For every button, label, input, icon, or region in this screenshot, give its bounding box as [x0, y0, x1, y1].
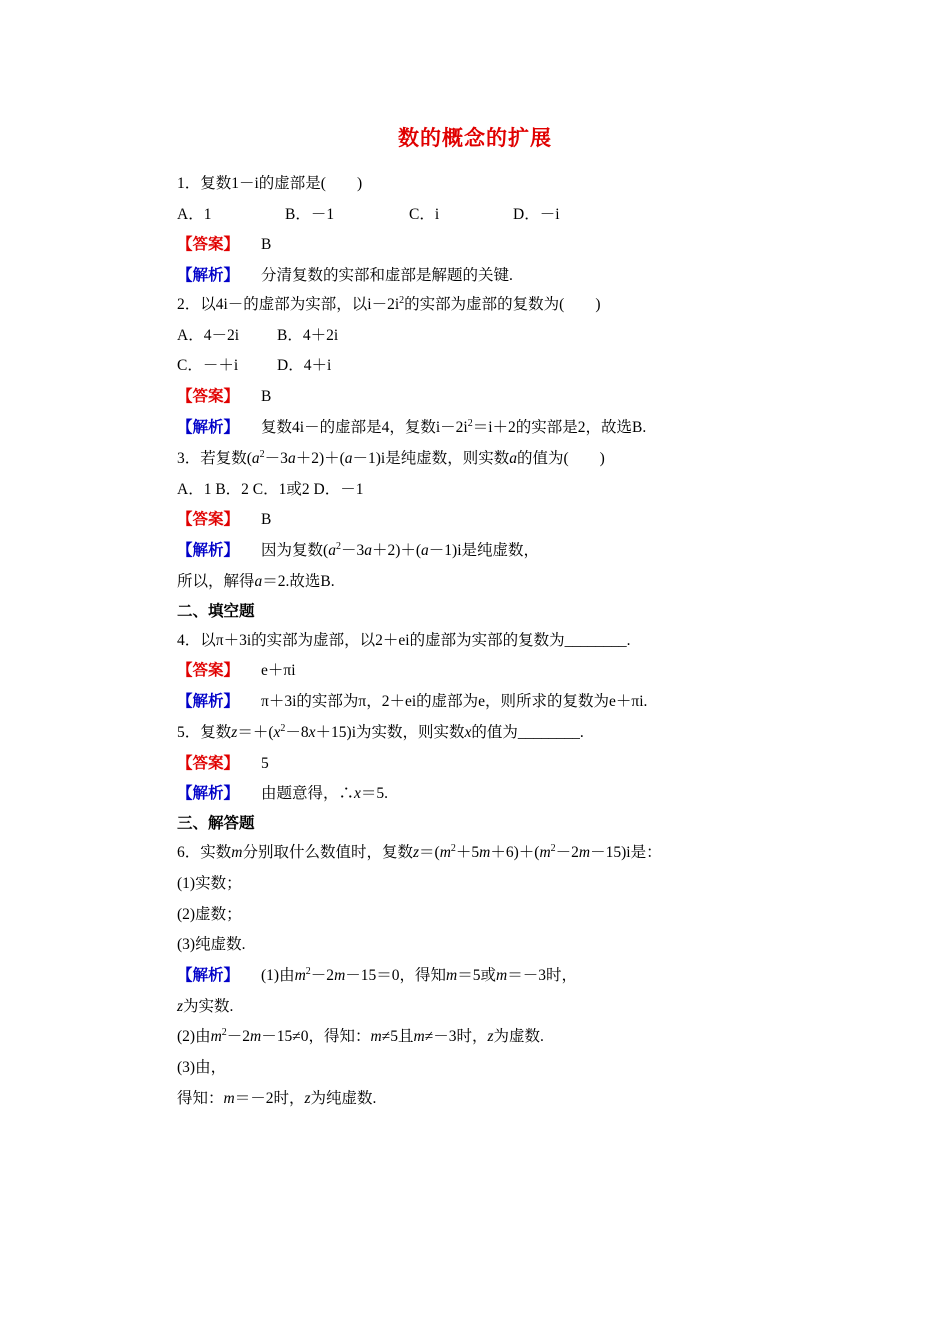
question-1-stem: 1．复数1－i的虚部是( ) [177, 175, 363, 192]
answer-value: B [261, 388, 272, 405]
question-6-part-2: (2)虚数； [177, 906, 242, 923]
answer-value: e＋πi [261, 662, 296, 679]
question-6-analysis-2: (2)由$m^2-2m-15\ne 0$，得知：m≠5且m≠－3时，z为虚数. [177, 1026, 544, 1045]
question-2-options-row1 [177, 326, 338, 346]
question-5-analysis: 【解析】 由题意得，∴x＝5. [177, 785, 389, 802]
option-b: B．4＋2i [277, 327, 339, 344]
answer-tag: 【答案】 [177, 511, 240, 528]
question-2-options-row2 [177, 356, 331, 376]
option-a: A．1 [177, 206, 212, 223]
question-1-answer [177, 235, 271, 255]
answer-tag: 【答案】 [177, 236, 240, 253]
question-6-stem: 6．实数m分别取什么数值时，复数$z=(m^2+5m+6)+(m^2-2m-15)i$是： [177, 842, 662, 861]
analysis-tag: 【解析】 [177, 693, 240, 710]
answer-value: B [261, 236, 272, 253]
section-heading-fill-blank: 二、填空题 [177, 603, 255, 620]
question-4-stem: 4．以π＋3i的实部为虚部，以2＋ei的虚部为实部的复数为________. [177, 632, 631, 649]
question-3-stem: 3．若复数$(a^2-3a+2)+(a-1)i$是纯虚数，则实数a的值为( ) [177, 448, 605, 467]
question-6-analysis-1: 【解析】 (1)由$m^2-2m-15=0$，得知m＝5或m＝－3时， [177, 965, 577, 984]
analysis-tag: 【解析】 [177, 267, 240, 284]
answer-tag: 【答案】 [177, 388, 240, 405]
analysis-tag: 【解析】 [177, 542, 240, 559]
question-2-answer [177, 387, 271, 407]
question-5-answer [177, 754, 269, 774]
option-b: B．－1 [285, 206, 335, 223]
page-title: 数的概念的扩展 [398, 126, 552, 150]
question-2-analysis: 【解析】 复数4i－的虚部是4，复数$i-2i^2=i+2$的实部是2，故选B. [177, 417, 647, 436]
question-1-analysis [177, 266, 513, 286]
section-heading-solve: 三、解答题 [177, 815, 255, 832]
question-4-analysis: 【解析】 π＋3i的实部为π，2＋ei的虚部为e，则所求的复数为e＋πi. [177, 693, 648, 710]
question-4-answer [177, 661, 296, 681]
answer-value: 5 [261, 755, 269, 772]
option-a: A．4－2i [177, 327, 240, 344]
analysis-text: 分清复数的实部和虚部是解题的关键. [261, 267, 513, 284]
analysis-tag: 【解析】 [177, 419, 240, 436]
option-d: D．4＋i [277, 357, 332, 374]
question-6-part-1: (1)实数； [177, 875, 242, 892]
analysis-tag: 【解析】 [177, 785, 240, 802]
option-c: C．－＋i [177, 357, 239, 374]
question-6-analysis-1-cont: z为实数. [177, 998, 234, 1015]
question-3-options: A．1 B．2 C．1或2 D．－1 [177, 481, 364, 498]
question-2-stem: 2．以4i－的虚部为实部，以$i-2i^2$的实部为虚部的复数为( ) [177, 294, 601, 313]
question-6-part-3: (3)纯虚数. [177, 936, 246, 953]
analysis-tag: 【解析】 [177, 967, 240, 984]
question-3-analysis: 【解析】 因为复数$(a^2-3a+2)+(a-1)i$是纯虚数， [177, 540, 539, 559]
question-3-answer [177, 510, 271, 530]
option-d: D．－i [513, 206, 560, 223]
answer-tag: 【答案】 [177, 662, 240, 679]
question-6-analysis-3-cont: 得知：m＝－2时，z为纯虚数. [177, 1090, 377, 1107]
question-6-analysis-3: (3)由， [177, 1059, 227, 1076]
question-1-options [177, 205, 560, 225]
question-3-conclusion: 所以，解得a＝2.故选B. [177, 573, 335, 590]
answer-tag: 【答案】 [177, 755, 240, 772]
option-c: C．i [409, 206, 440, 223]
answer-value: B [261, 511, 272, 528]
question-5-stem: 5．复数$z=+(x^2-8x+15)i$为实数，则实数x的值为________. [177, 722, 584, 741]
